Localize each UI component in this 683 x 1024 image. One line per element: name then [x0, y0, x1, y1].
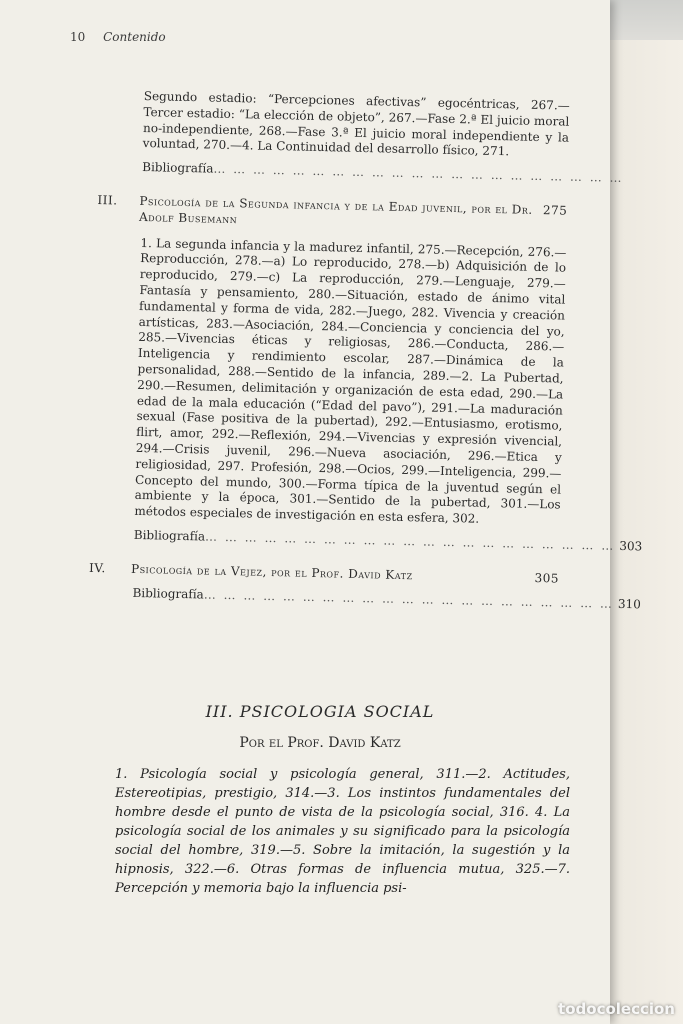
bibliography-page: 303 [619, 538, 643, 554]
bibliography-line [133, 527, 643, 554]
running-title: Contenido [103, 30, 166, 44]
watermark-logo: todocoleccion [558, 1000, 675, 1018]
section-title: Psicología de la Vejez, por el Prof. David Katz [130, 561, 413, 582]
leader-dots: … … … … … … … … … … … … … … … … … … … … … [213, 161, 624, 186]
bibliography-label: Bibliografía [142, 160, 214, 176]
section-iv-heading [89, 561, 559, 587]
bibliography-label: Bibliografía [133, 527, 206, 544]
bibliography-label: Bibliografía [132, 585, 204, 601]
bibliography-line [142, 160, 624, 186]
bibliography-page: 310 [617, 596, 642, 611]
bibliography-line [132, 585, 642, 611]
part-title: III. PSICOLOGIA SOCIAL [205, 702, 435, 721]
section-numeral: IV. [88, 560, 106, 575]
section-numeral: III. [97, 192, 118, 208]
leader-dots: … … … … … … … … … … … … … … … … … … … … … [203, 587, 615, 611]
section-iii-heading [97, 193, 568, 235]
section-title: Psicología de la Segunda infancia y de la Edad juvenil, por el Dr. Adolf Busemann [138, 193, 533, 226]
page-header [70, 30, 166, 44]
section-page: 305 [534, 570, 560, 586]
part-contents-paragraph: 1. Psicología social y psicología general, 311.—2. Actitudes, Estereotipias, prestigio, 314.—3. Los instintos fundamentales del hombre desde el punto de vista de la psicología social, 316. 4. La psicología social de los animales y su significado para la psicología social del hombre, 319.—5. Sobre la imitación, la sugestión y la hipnosis, 322.—6. Otras formas de influencia mutua, 325.—7. Percepción y memoria bajo la influencia psi- [115, 767, 570, 896]
part-author: Por el Prof. David Katz [239, 735, 401, 751]
section-page: 275 [542, 203, 568, 218]
table-of-contents [88, 88, 643, 611]
stages-paragraph: Segundo estadio: “Percepciones afectivas” egocéntricas, 267.— Tercer estadio: “La elección de objeto”, 267.—Fase 2.ª El juicio moral no-independiente, 268.—Fase 3.ª El juicio moral independiente y la voluntad, 270.—4. La Continuidad del desarrollo físico, 271. [142, 88, 570, 159]
page-number: 10 [70, 30, 86, 44]
part-heading [50, 702, 590, 751]
section-iii-paragraph: 1. La segunda infancia y la madurez infantil, 275.—Recepción, 276.—Reproducción, 278.—a) Lo reproducido, 278.—b) Adquisición de lo reproducido, 279.—c) La reproducción, 279.—Lenguaje, 279.—Fantasía y pensamiento, 280.—Situación, estado de ánimo vital fundamental y forma de vida, 282.—Juego, 282. Vivencia y creación artísticas, 283.—Asociación, 284.—Conciencia y conciencia del yo, 285.—Vivencias éticas y religiosas, 286.—Conducta, 286.—Inteligencia y rendimiento escolar, 287.—Dinámica de la personalidad, 288.—Sentido de la infancia, 289.—2. La Pubertad, 290.—Resumen, delimitación y organización de esta edad, 290.—La edad de la mala educación (“Edad del pavo”), 291.—La maduración sexual (Fase positiva de la pubertad), 292.—Entusiasmo, erotismo, flirt, amor, 292.—Reflexión, 294.—Vivencias y expresión vivencial, 294.—Crisis juvenil, 296.—Nueva asociación, 296.—Etica y religiosidad, 297. Profesión, 298.—Ocios, 299.—Inteligencia, 299.—Concepto del mundo, 300.—Forma típica de la juventud según el ambiente y la época, 301.—Sentido de la pubertad, 301.—Los métodos especiales de investigación en esta esfera, 302. [134, 235, 567, 526]
leader-dots: … … … … … … … … … … … … … … … … … … … … … [204, 529, 616, 553]
